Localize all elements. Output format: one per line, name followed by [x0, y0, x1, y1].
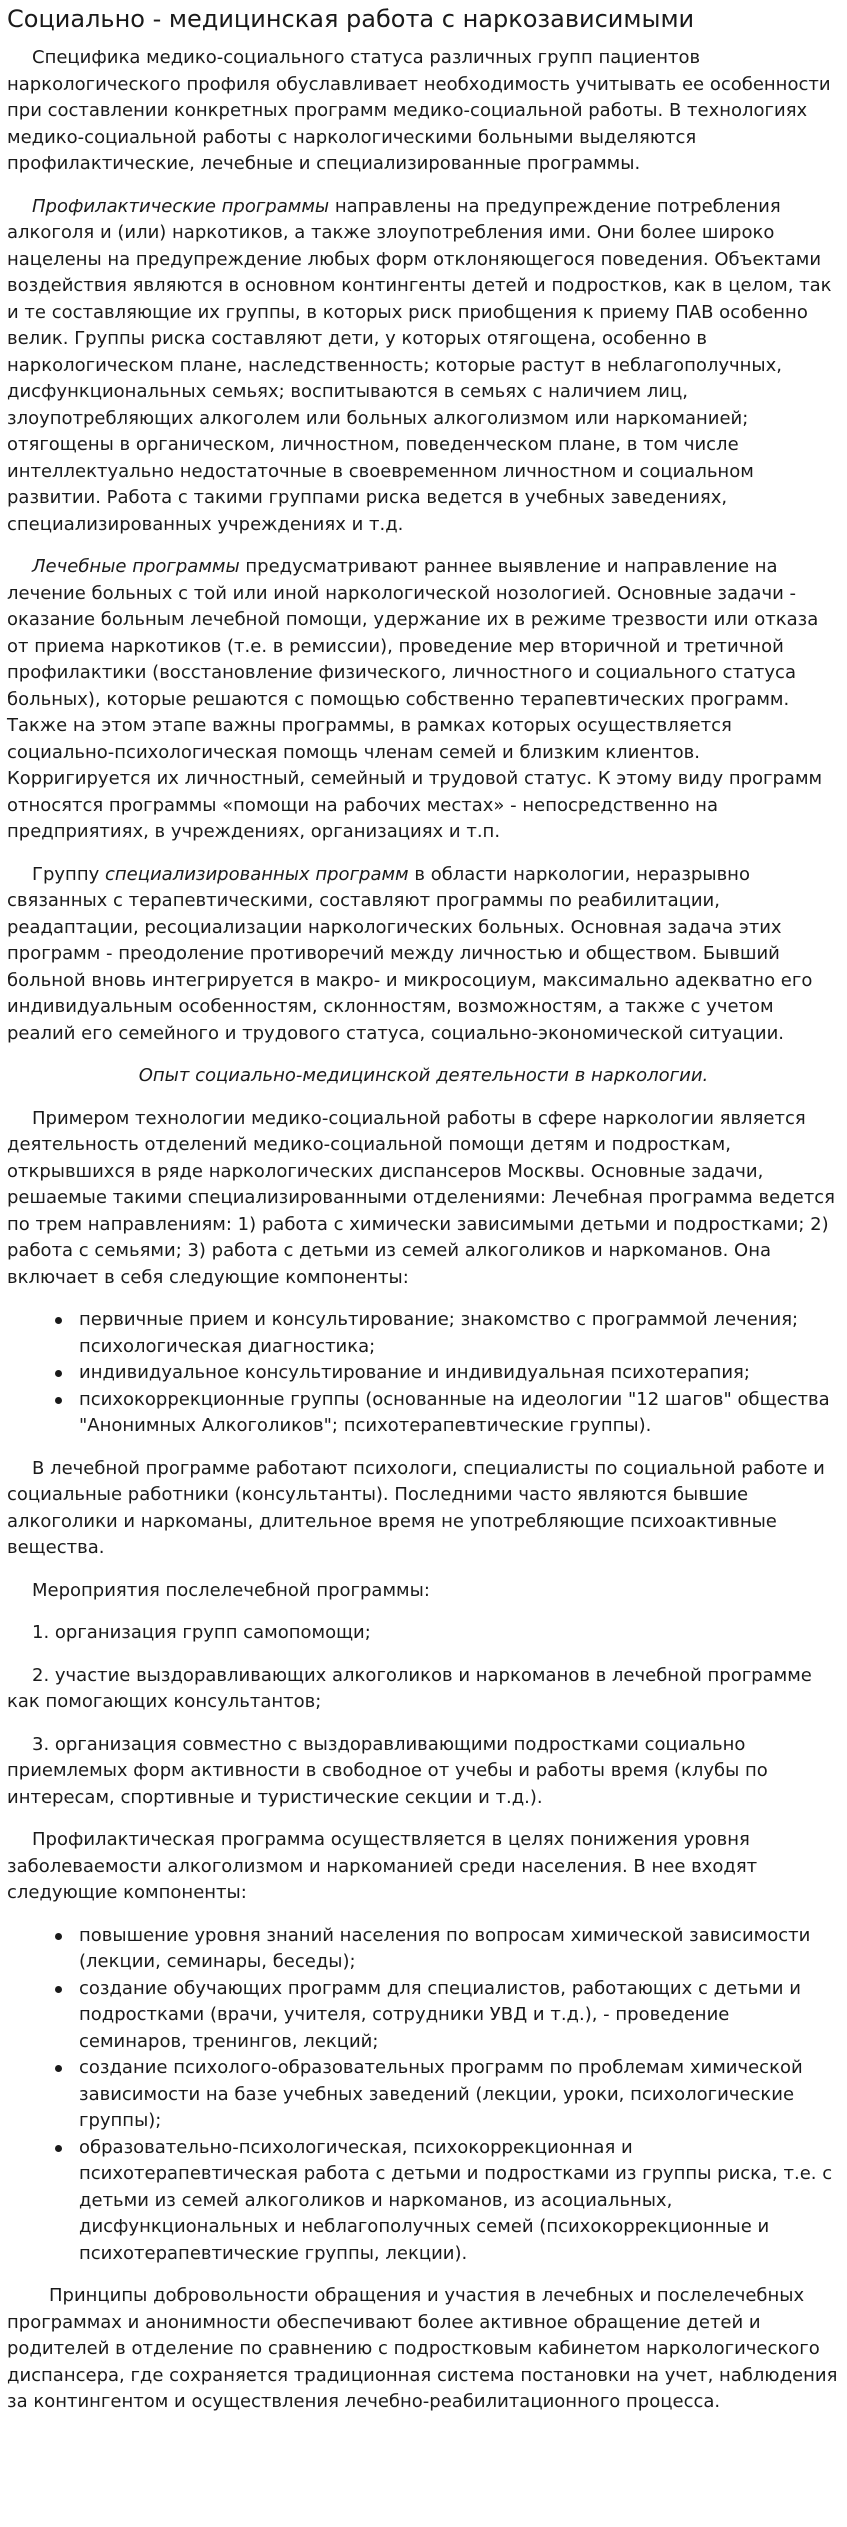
prophylactic-text: направлены на предупреждение потребления алкоголя и (или) наркотиков, а также злоупотребления ими. Они более широко нацелены на предупреждение любых форм отклоняющегося поведения. Объектами воздействия являются в основном контингенты детей и подростков, как в целом, так и те составляющие их группы, в которых риск приобщения к приему ПАВ особенно велик. Группы риска составляют дети, у которых отягощена, особенно в наркологическом плане, наследственность; которые растут в неблагополучных, дисфункциональных семьях; воспитываются в семьях с наличием лиц, злоупотребляющих алкоголем или больных алкоголизмом или наркоманией; отягощены в органическом, личностном, поведенческом плане, в том числе интеллектуально недостаточные в своевременном личностном и социальном развитии. Работа с такими группами риска ведется в учебных заведениях, специализированных учреждениях и т.д. [7, 195, 832, 535]
prophylactic-term: Профилактические программы [32, 195, 330, 217]
treatment-paragraph [7, 554, 840, 846]
list-item: создание психолого-образовательных программ по проблемам химической зависимости на базе учебных заведений (лекции, уроки, психологические группы); [79, 2055, 840, 2135]
list-item: повышение уровня знаний населения по вопросам химической зависимости (лекции, семинары, беседы); [79, 1923, 840, 1976]
prophylactic-paragraph [7, 194, 840, 539]
treatment-term: Лечебные программы [32, 556, 240, 577]
experience-heading-text: Опыт социально-медицинской деятельности в наркологии. [138, 1065, 709, 1086]
page-title: Социально - медицинская работа с наркозависимыми [7, 5, 695, 33]
example-paragraph: Примером технологии медико-социальной работы в сфере наркологии является деятельность отделений медико-социальной помощи детям и подросткам, открывшихся в ряде наркологических диспансеров Москвы. Основные задачи, решаемые такими специализированными отделениями: Лечебная программа ведется по трем направлениям: 1) работа с химически зависимыми детьми и подростками; 2) работа с семьями; 3) работа с детьми из семей алкоголиков и наркоманов. Она включает в себя следующие компоненты: [7, 1107, 835, 1288]
specialized-paragraph [7, 862, 840, 1048]
list-item: образовательно-психологическая, психокоррекционная и психотерапевтическая работа с детьми и подростками из группы риска, т.е. с детьми из семей алкоголиков и наркоманов, из асоциальных, дисфункциональных и неблагополучных семей (психокоррекционные и психотерапевтические группы, лекции). [79, 2135, 840, 2268]
list-item: индивидуальное консультирование и индивидуальная психотерапия; [79, 1360, 840, 1387]
prevention-paragraph: Профилактическая программа осуществляется в целях понижения уровня заболеваемости алкоголизмом и наркоманией среди населения. В нее входят следующие компоненты: [7, 1829, 758, 1903]
list-item: психокоррекционные группы (основанные на идеологии "12 шагов" общества "Анонимных Алкоголиков"; психотерапевтические группы). [79, 1387, 840, 1440]
experience-heading [7, 1063, 840, 1090]
specialized-text: в области наркологии, неразрывно связанных с терапевтическими, составляют программы по реабилитации, реадаптации, ресоциализации наркологических больных. Основная задача этих программ - преодоление противоречий между личностью и обществом. Бывший больной вновь интегрируется в макро- и микросоциум, максимально адекватно его индивидуальным особенностям, склонностям, возможностям, а также с учетом реалий его семейного и трудового статуса, социально-экономической ситуации. [7, 863, 813, 1044]
list-item: первичные прием и консультирование; знакомство с программой лечения; психологическая диагностика; [79, 1307, 840, 1360]
prevention-components-list [7, 1923, 840, 2268]
treatment-components-list [7, 1307, 840, 1440]
aftercare-item: 1. организация групп самопомощи; [32, 1622, 371, 1643]
list-item: создание обучающих программ для специалистов, работающих с детьми и подростками (врачи, учителя, сотрудники УВД и т.д.), - проведение семинаров, тренингов, лекций; [79, 1976, 840, 2056]
aftercare-heading: Мероприятия послелечебной программы: [32, 1579, 430, 1601]
principles-paragraph: Принципы добровольности обращения и участия в лечебных и послелечебных программах и анонимности обеспечивают более активное обращение детей и родителей в отделение по сравнению с подростковым кабинетом наркологического диспансера, где сохраняется традиционная система постановки на учет, наблюдения за контингентом и осуществления лечебно-реабилитационного процесса. [7, 2285, 838, 2412]
aftercare-item: 3. организация совместно с выздоравливающими подростками социально приемлемых форм активности в свободное от учебы и работы время (клубы по интересам, спортивные и туристические секции и т.д.). [7, 1733, 768, 1808]
specialized-lead: Группу [32, 863, 105, 885]
article [0, 4, 847, 2416]
aftercare-item: 2. участие выздоравливающих алкоголиков и наркоманов в лечебной программе как помогающих консультантов; [7, 1664, 812, 1712]
specialized-term: специализированных программ [104, 863, 409, 885]
staff-paragraph: В лечебной программе работают психологи, специалисты по социальной работе и социальные работники (консультанты). Последними часто являются бывшие алкоголики и наркоманы, длительное время не употребляющие психоактивные вещества. [7, 1457, 825, 1558]
intro-paragraph: Специфика медико-социального статуса различных групп пациентов наркологического профиля обуславливает необходимость учитывать ее особенности при составлении конкретных программ медико-социальной работы. В технологиях медико-социальной работы с наркологическими больными выделяются профилактические, лечебные и специализированные программы. [7, 47, 831, 174]
treatment-text: предусматривают раннее выявление и направление на лечение больных с той или иной наркологической нозологией. Основные задачи - оказание больным лечебной помощи, удержание их в режиме трезвости или отказа от приема наркотиков (т.е. в ремиссии), проведение мер вторичной и третичной профилактики (восстановление физического, личностного и социального статуса больных), которые решаются с помощью собственно терапевтических программ. Также на этом этапе важны программы, в рамках которых осуществляется социально-психологическая помощь членам семей и близким клиентов. Корригируется их личностный, семейный и трудовой статус. К этому виду программ относятся программы «помощи на рабочих местах» - непосредственно на предприятиях, в учреждениях, организациях и т.п. [7, 556, 823, 842]
